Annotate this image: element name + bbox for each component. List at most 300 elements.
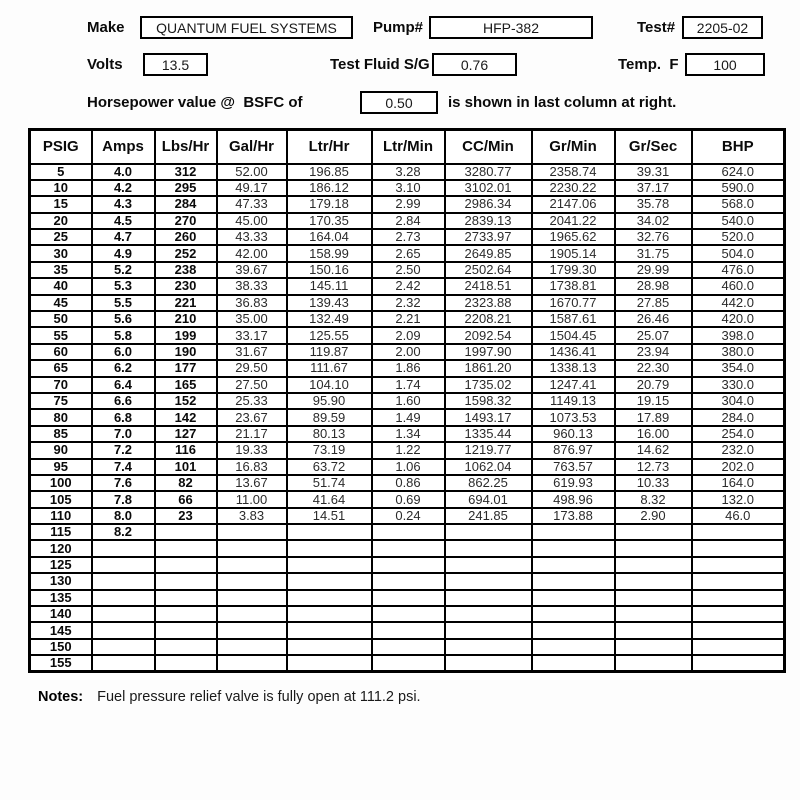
table-cell: 75 xyxy=(30,393,92,409)
table-cell: 3280.77 xyxy=(445,164,532,180)
table-cell xyxy=(532,524,615,540)
table-row xyxy=(30,164,785,180)
table-cell: 284 xyxy=(155,196,217,212)
table-cell xyxy=(532,639,615,655)
table-cell: 25.33 xyxy=(217,393,287,409)
table-cell xyxy=(287,622,372,638)
table-cell: 34.02 xyxy=(615,213,692,229)
table-cell: 876.97 xyxy=(532,442,615,458)
table-row xyxy=(30,229,785,245)
table-cell: 230 xyxy=(155,278,217,294)
table-cell xyxy=(615,622,692,638)
table-cell: 173.88 xyxy=(532,508,615,524)
table-cell: 45 xyxy=(30,295,92,311)
table-cell xyxy=(692,639,785,655)
notes-label: Notes: xyxy=(38,689,84,706)
table-cell: 284.0 xyxy=(692,409,785,425)
table-cell: 4.9 xyxy=(92,245,155,261)
table-cell xyxy=(217,639,287,655)
data-table xyxy=(28,128,786,673)
table-cell: 28.98 xyxy=(615,278,692,294)
bsfc-suffix-text: is shown in last column at right. xyxy=(448,94,677,111)
table-cell: 1149.13 xyxy=(532,393,615,409)
table-cell xyxy=(615,590,692,606)
table-cell xyxy=(217,540,287,556)
table-cell xyxy=(532,540,615,556)
table-cell: 60 xyxy=(30,344,92,360)
table-cell: 152 xyxy=(155,393,217,409)
table-cell: 568.0 xyxy=(692,196,785,212)
table-cell: 20 xyxy=(30,213,92,229)
table-cell: 65 xyxy=(30,360,92,376)
table-cell: 3.10 xyxy=(372,180,445,196)
table-cell xyxy=(532,573,615,589)
table-row xyxy=(30,508,785,524)
table-cell xyxy=(445,639,532,655)
table-cell: 5.3 xyxy=(92,278,155,294)
table-cell xyxy=(287,655,372,672)
table-cell: 20.79 xyxy=(615,377,692,393)
table-row xyxy=(30,180,785,196)
table-cell: 38.33 xyxy=(217,278,287,294)
table-cell: 380.0 xyxy=(692,344,785,360)
table-cell: 42.00 xyxy=(217,245,287,261)
table-cell xyxy=(692,573,785,589)
table-cell: 312 xyxy=(155,164,217,180)
table-cell: 25 xyxy=(30,229,92,245)
table-cell xyxy=(692,557,785,573)
table-cell: 27.85 xyxy=(615,295,692,311)
table-cell xyxy=(532,622,615,638)
table-cell: 460.0 xyxy=(692,278,785,294)
table-cell: 254.0 xyxy=(692,426,785,442)
table-cell: 5 xyxy=(30,164,92,180)
table-cell: 5.8 xyxy=(92,327,155,343)
table-cell: 101 xyxy=(155,459,217,475)
table-cell xyxy=(92,590,155,606)
table-cell: 145.11 xyxy=(287,278,372,294)
table-cell: 27.50 xyxy=(217,377,287,393)
table-cell: 41.64 xyxy=(287,491,372,507)
table-cell xyxy=(372,557,445,573)
table-row xyxy=(30,540,785,556)
table-cell: 130 xyxy=(30,573,92,589)
table-cell: 1062.04 xyxy=(445,459,532,475)
table-row xyxy=(30,278,785,294)
table-cell: 21.17 xyxy=(217,426,287,442)
table-cell: 32.76 xyxy=(615,229,692,245)
table-cell: 43.33 xyxy=(217,229,287,245)
table-cell xyxy=(532,557,615,573)
table-cell: 619.93 xyxy=(532,475,615,491)
table-cell: 2.65 xyxy=(372,245,445,261)
form-header xyxy=(0,0,800,128)
table-cell: 50 xyxy=(30,311,92,327)
table-row xyxy=(30,409,785,425)
table-cell: 196.85 xyxy=(287,164,372,180)
table-cell: 66 xyxy=(155,491,217,507)
table-cell: 164.04 xyxy=(287,229,372,245)
table-cell xyxy=(692,524,785,540)
table-cell: 354.0 xyxy=(692,360,785,376)
table-cell: 90 xyxy=(30,442,92,458)
table-cell: 1.49 xyxy=(372,409,445,425)
table-cell: 270 xyxy=(155,213,217,229)
table-cell: 8.32 xyxy=(615,491,692,507)
table-cell: 36.83 xyxy=(217,295,287,311)
table-cell: 3.83 xyxy=(217,508,287,524)
column-header-gr-min: Gr/Min xyxy=(532,130,615,164)
table-cell xyxy=(372,540,445,556)
table-cell xyxy=(155,639,217,655)
table-cell xyxy=(445,590,532,606)
table-cell xyxy=(372,590,445,606)
table-cell: 2733.97 xyxy=(445,229,532,245)
table-cell: 26.46 xyxy=(615,311,692,327)
table-cell xyxy=(692,540,785,556)
table-cell: 100 xyxy=(30,475,92,491)
table-cell: 23 xyxy=(155,508,217,524)
table-cell: 498.96 xyxy=(532,491,615,507)
table-cell: 40 xyxy=(30,278,92,294)
table-row xyxy=(30,475,785,491)
table-cell: 46.0 xyxy=(692,508,785,524)
table-cell: 1598.32 xyxy=(445,393,532,409)
test-fluid-sg-field[interactable]: 0.76 xyxy=(432,53,517,76)
table-cell: 7.2 xyxy=(92,442,155,458)
table-cell: 1.22 xyxy=(372,442,445,458)
table-row xyxy=(30,393,785,409)
table-cell xyxy=(445,655,532,672)
table-cell: 177 xyxy=(155,360,217,376)
table-cell: 145 xyxy=(30,622,92,638)
table-cell: 31.67 xyxy=(217,344,287,360)
table-cell: 132.0 xyxy=(692,491,785,507)
table-cell: 694.01 xyxy=(445,491,532,507)
table-cell: 2.09 xyxy=(372,327,445,343)
table-cell: 29.50 xyxy=(217,360,287,376)
table-cell: 295 xyxy=(155,180,217,196)
test-number-label: Test# xyxy=(637,19,676,36)
table-cell: 10 xyxy=(30,180,92,196)
table-cell: 1861.20 xyxy=(445,360,532,376)
table-cell: 6.4 xyxy=(92,377,155,393)
column-header-bhp: BHP xyxy=(692,130,785,164)
table-cell: 73.19 xyxy=(287,442,372,458)
make-field[interactable]: QUANTUM FUEL SYSTEMS xyxy=(140,16,353,39)
table-cell xyxy=(615,524,692,540)
table-cell: 3102.01 xyxy=(445,180,532,196)
table-cell: 31.75 xyxy=(615,245,692,261)
table-cell: 14.62 xyxy=(615,442,692,458)
table-row xyxy=(30,311,785,327)
volts-label: Volts xyxy=(87,56,123,73)
table-row xyxy=(30,360,785,376)
table-cell: 2839.13 xyxy=(445,213,532,229)
table-cell xyxy=(217,524,287,540)
table-cell: 1670.77 xyxy=(532,295,615,311)
table-cell: 0.69 xyxy=(372,491,445,507)
column-header-cc-min: CC/Min xyxy=(445,130,532,164)
test-fluid-sg-label: Test Fluid S/G xyxy=(330,56,430,73)
table-cell: 19.33 xyxy=(217,442,287,458)
table-cell: 150.16 xyxy=(287,262,372,278)
table-cell: 110 xyxy=(30,508,92,524)
table-cell: 55 xyxy=(30,327,92,343)
table-cell: 39.31 xyxy=(615,164,692,180)
table-row xyxy=(30,655,785,672)
table-cell: 4.3 xyxy=(92,196,155,212)
table-cell xyxy=(445,622,532,638)
table-cell: 10.33 xyxy=(615,475,692,491)
table-cell: 155 xyxy=(30,655,92,672)
notes-section xyxy=(38,689,800,705)
table-cell: 1219.77 xyxy=(445,442,532,458)
table-cell: 0.24 xyxy=(372,508,445,524)
table-cell: 12.73 xyxy=(615,459,692,475)
column-header-ltr-hr: Ltr/Hr xyxy=(287,130,372,164)
table-cell: 16.00 xyxy=(615,426,692,442)
table-cell: 504.0 xyxy=(692,245,785,261)
table-cell: 2649.85 xyxy=(445,245,532,261)
table-row xyxy=(30,573,785,589)
table-cell: 6.6 xyxy=(92,393,155,409)
table-cell: 37.17 xyxy=(615,180,692,196)
table-cell: 7.8 xyxy=(92,491,155,507)
table-cell: 1.74 xyxy=(372,377,445,393)
table-cell xyxy=(217,557,287,573)
table-cell: 85 xyxy=(30,426,92,442)
table-cell: 2.21 xyxy=(372,311,445,327)
table-cell: 442.0 xyxy=(692,295,785,311)
table-cell xyxy=(92,639,155,655)
table-cell: 1905.14 xyxy=(532,245,615,261)
table-cell: 4.7 xyxy=(92,229,155,245)
pump-number-label: Pump# xyxy=(373,19,424,36)
table-cell xyxy=(287,557,372,573)
table-cell: 1.86 xyxy=(372,360,445,376)
table-row xyxy=(30,196,785,212)
column-header-gal-hr: Gal/Hr xyxy=(217,130,287,164)
table-cell: 3.28 xyxy=(372,164,445,180)
table-cell: 14.51 xyxy=(287,508,372,524)
table-cell: 150 xyxy=(30,639,92,655)
table-cell: 52.00 xyxy=(217,164,287,180)
table-row xyxy=(30,245,785,261)
table-cell xyxy=(217,573,287,589)
table-cell: 2147.06 xyxy=(532,196,615,212)
table-cell: 8.2 xyxy=(92,524,155,540)
table-cell: 35.00 xyxy=(217,311,287,327)
table-cell: 111.67 xyxy=(287,360,372,376)
table-cell: 2.50 xyxy=(372,262,445,278)
make-label: Make xyxy=(87,19,125,36)
table-cell: 2502.64 xyxy=(445,262,532,278)
volts-field[interactable]: 13.5 xyxy=(143,53,208,76)
table-cell: 25.07 xyxy=(615,327,692,343)
table-cell xyxy=(155,622,217,638)
table-cell xyxy=(615,573,692,589)
temp-label: Temp. F xyxy=(618,56,679,73)
table-cell xyxy=(92,540,155,556)
table-cell: 142 xyxy=(155,409,217,425)
table-cell: 4.5 xyxy=(92,213,155,229)
table-cell: 35.78 xyxy=(615,196,692,212)
table-cell: 2.90 xyxy=(615,508,692,524)
table-cell: 1997.90 xyxy=(445,344,532,360)
table-cell: 4.2 xyxy=(92,180,155,196)
table-cell: 95.90 xyxy=(287,393,372,409)
table-cell: 260 xyxy=(155,229,217,245)
table-cell: 1.34 xyxy=(372,426,445,442)
table-cell: 1436.41 xyxy=(532,344,615,360)
table-cell: 1.60 xyxy=(372,393,445,409)
table-cell xyxy=(692,590,785,606)
table-cell: 80.13 xyxy=(287,426,372,442)
table-cell: 29.99 xyxy=(615,262,692,278)
table-cell xyxy=(155,573,217,589)
table-cell: 420.0 xyxy=(692,311,785,327)
table-cell: 63.72 xyxy=(287,459,372,475)
table-cell: 135 xyxy=(30,590,92,606)
column-header-gr-sec: Gr/Sec xyxy=(615,130,692,164)
table-cell: 116 xyxy=(155,442,217,458)
table-cell: 520.0 xyxy=(692,229,785,245)
column-header-lbs-hr: Lbs/Hr xyxy=(155,130,217,164)
table-cell xyxy=(615,557,692,573)
table-cell: 2323.88 xyxy=(445,295,532,311)
table-cell: 47.33 xyxy=(217,196,287,212)
table-cell: 238 xyxy=(155,262,217,278)
table-cell: 125.55 xyxy=(287,327,372,343)
table-cell: 39.67 xyxy=(217,262,287,278)
bsfc-label: Horsepower value @ BSFC of xyxy=(87,94,303,111)
table-cell: 2.32 xyxy=(372,295,445,311)
table-cell: 7.6 xyxy=(92,475,155,491)
table-row xyxy=(30,491,785,507)
table-cell: 2986.34 xyxy=(445,196,532,212)
table-cell xyxy=(217,622,287,638)
pump-number-field[interactable]: HFP-382 xyxy=(429,16,593,39)
table-cell xyxy=(372,655,445,672)
table-cell: 1.06 xyxy=(372,459,445,475)
table-cell: 132.49 xyxy=(287,311,372,327)
table-cell xyxy=(615,655,692,672)
data-table-body xyxy=(30,164,785,672)
table-row xyxy=(30,262,785,278)
table-cell: 35 xyxy=(30,262,92,278)
table-cell: 45.00 xyxy=(217,213,287,229)
table-cell xyxy=(372,606,445,622)
table-row xyxy=(30,327,785,343)
table-cell: 104.10 xyxy=(287,377,372,393)
table-cell: 33.17 xyxy=(217,327,287,343)
table-cell: 476.0 xyxy=(692,262,785,278)
table-cell: 2230.22 xyxy=(532,180,615,196)
table-cell: 89.59 xyxy=(287,409,372,425)
table-cell: 199 xyxy=(155,327,217,343)
table-cell: 1073.53 xyxy=(532,409,615,425)
table-cell: 221 xyxy=(155,295,217,311)
table-row xyxy=(30,557,785,573)
table-cell: 120 xyxy=(30,540,92,556)
table-cell: 6.2 xyxy=(92,360,155,376)
table-cell: 304.0 xyxy=(692,393,785,409)
table-cell xyxy=(445,524,532,540)
table-cell: 2.84 xyxy=(372,213,445,229)
table-cell: 624.0 xyxy=(692,164,785,180)
table-cell: 1493.17 xyxy=(445,409,532,425)
table-cell xyxy=(155,655,217,672)
table-cell: 1504.45 xyxy=(532,327,615,343)
table-cell: 70 xyxy=(30,377,92,393)
table-cell: 23.67 xyxy=(217,409,287,425)
table-cell: 330.0 xyxy=(692,377,785,393)
table-cell xyxy=(92,606,155,622)
bsfc-field[interactable]: 0.50 xyxy=(360,91,438,114)
table-cell xyxy=(372,622,445,638)
table-cell: 590.0 xyxy=(692,180,785,196)
table-cell xyxy=(155,557,217,573)
table-cell: 22.30 xyxy=(615,360,692,376)
table-cell xyxy=(217,606,287,622)
table-cell xyxy=(92,622,155,638)
table-cell xyxy=(217,590,287,606)
table-cell: 540.0 xyxy=(692,213,785,229)
table-cell xyxy=(155,540,217,556)
table-cell: 165 xyxy=(155,377,217,393)
table-cell xyxy=(372,573,445,589)
table-cell: 13.67 xyxy=(217,475,287,491)
table-cell: 15 xyxy=(30,196,92,212)
table-cell xyxy=(287,590,372,606)
table-cell: 23.94 xyxy=(615,344,692,360)
table-cell: 2358.74 xyxy=(532,164,615,180)
table-cell xyxy=(287,606,372,622)
table-cell: 1247.41 xyxy=(532,377,615,393)
table-cell: 115 xyxy=(30,524,92,540)
table-cell xyxy=(155,524,217,540)
table-cell xyxy=(92,557,155,573)
table-cell xyxy=(372,524,445,540)
table-row xyxy=(30,295,785,311)
table-cell xyxy=(372,639,445,655)
table-cell: 179.18 xyxy=(287,196,372,212)
table-cell: 80 xyxy=(30,409,92,425)
table-cell xyxy=(287,540,372,556)
table-cell: 7.4 xyxy=(92,459,155,475)
table-cell xyxy=(287,639,372,655)
table-cell: 0.86 xyxy=(372,475,445,491)
table-cell xyxy=(155,590,217,606)
table-cell: 158.99 xyxy=(287,245,372,261)
test-number-field[interactable]: 2205-02 xyxy=(682,16,763,39)
table-cell: 960.13 xyxy=(532,426,615,442)
table-cell: 2418.51 xyxy=(445,278,532,294)
table-cell: 1338.13 xyxy=(532,360,615,376)
table-cell xyxy=(92,655,155,672)
table-cell xyxy=(92,573,155,589)
table-cell: 190 xyxy=(155,344,217,360)
table-cell: 1735.02 xyxy=(445,377,532,393)
table-cell: 210 xyxy=(155,311,217,327)
table-cell: 6.8 xyxy=(92,409,155,425)
table-cell: 398.0 xyxy=(692,327,785,343)
temp-field[interactable]: 100 xyxy=(685,53,765,76)
table-cell: 2.00 xyxy=(372,344,445,360)
table-cell: 82 xyxy=(155,475,217,491)
table-cell xyxy=(615,540,692,556)
